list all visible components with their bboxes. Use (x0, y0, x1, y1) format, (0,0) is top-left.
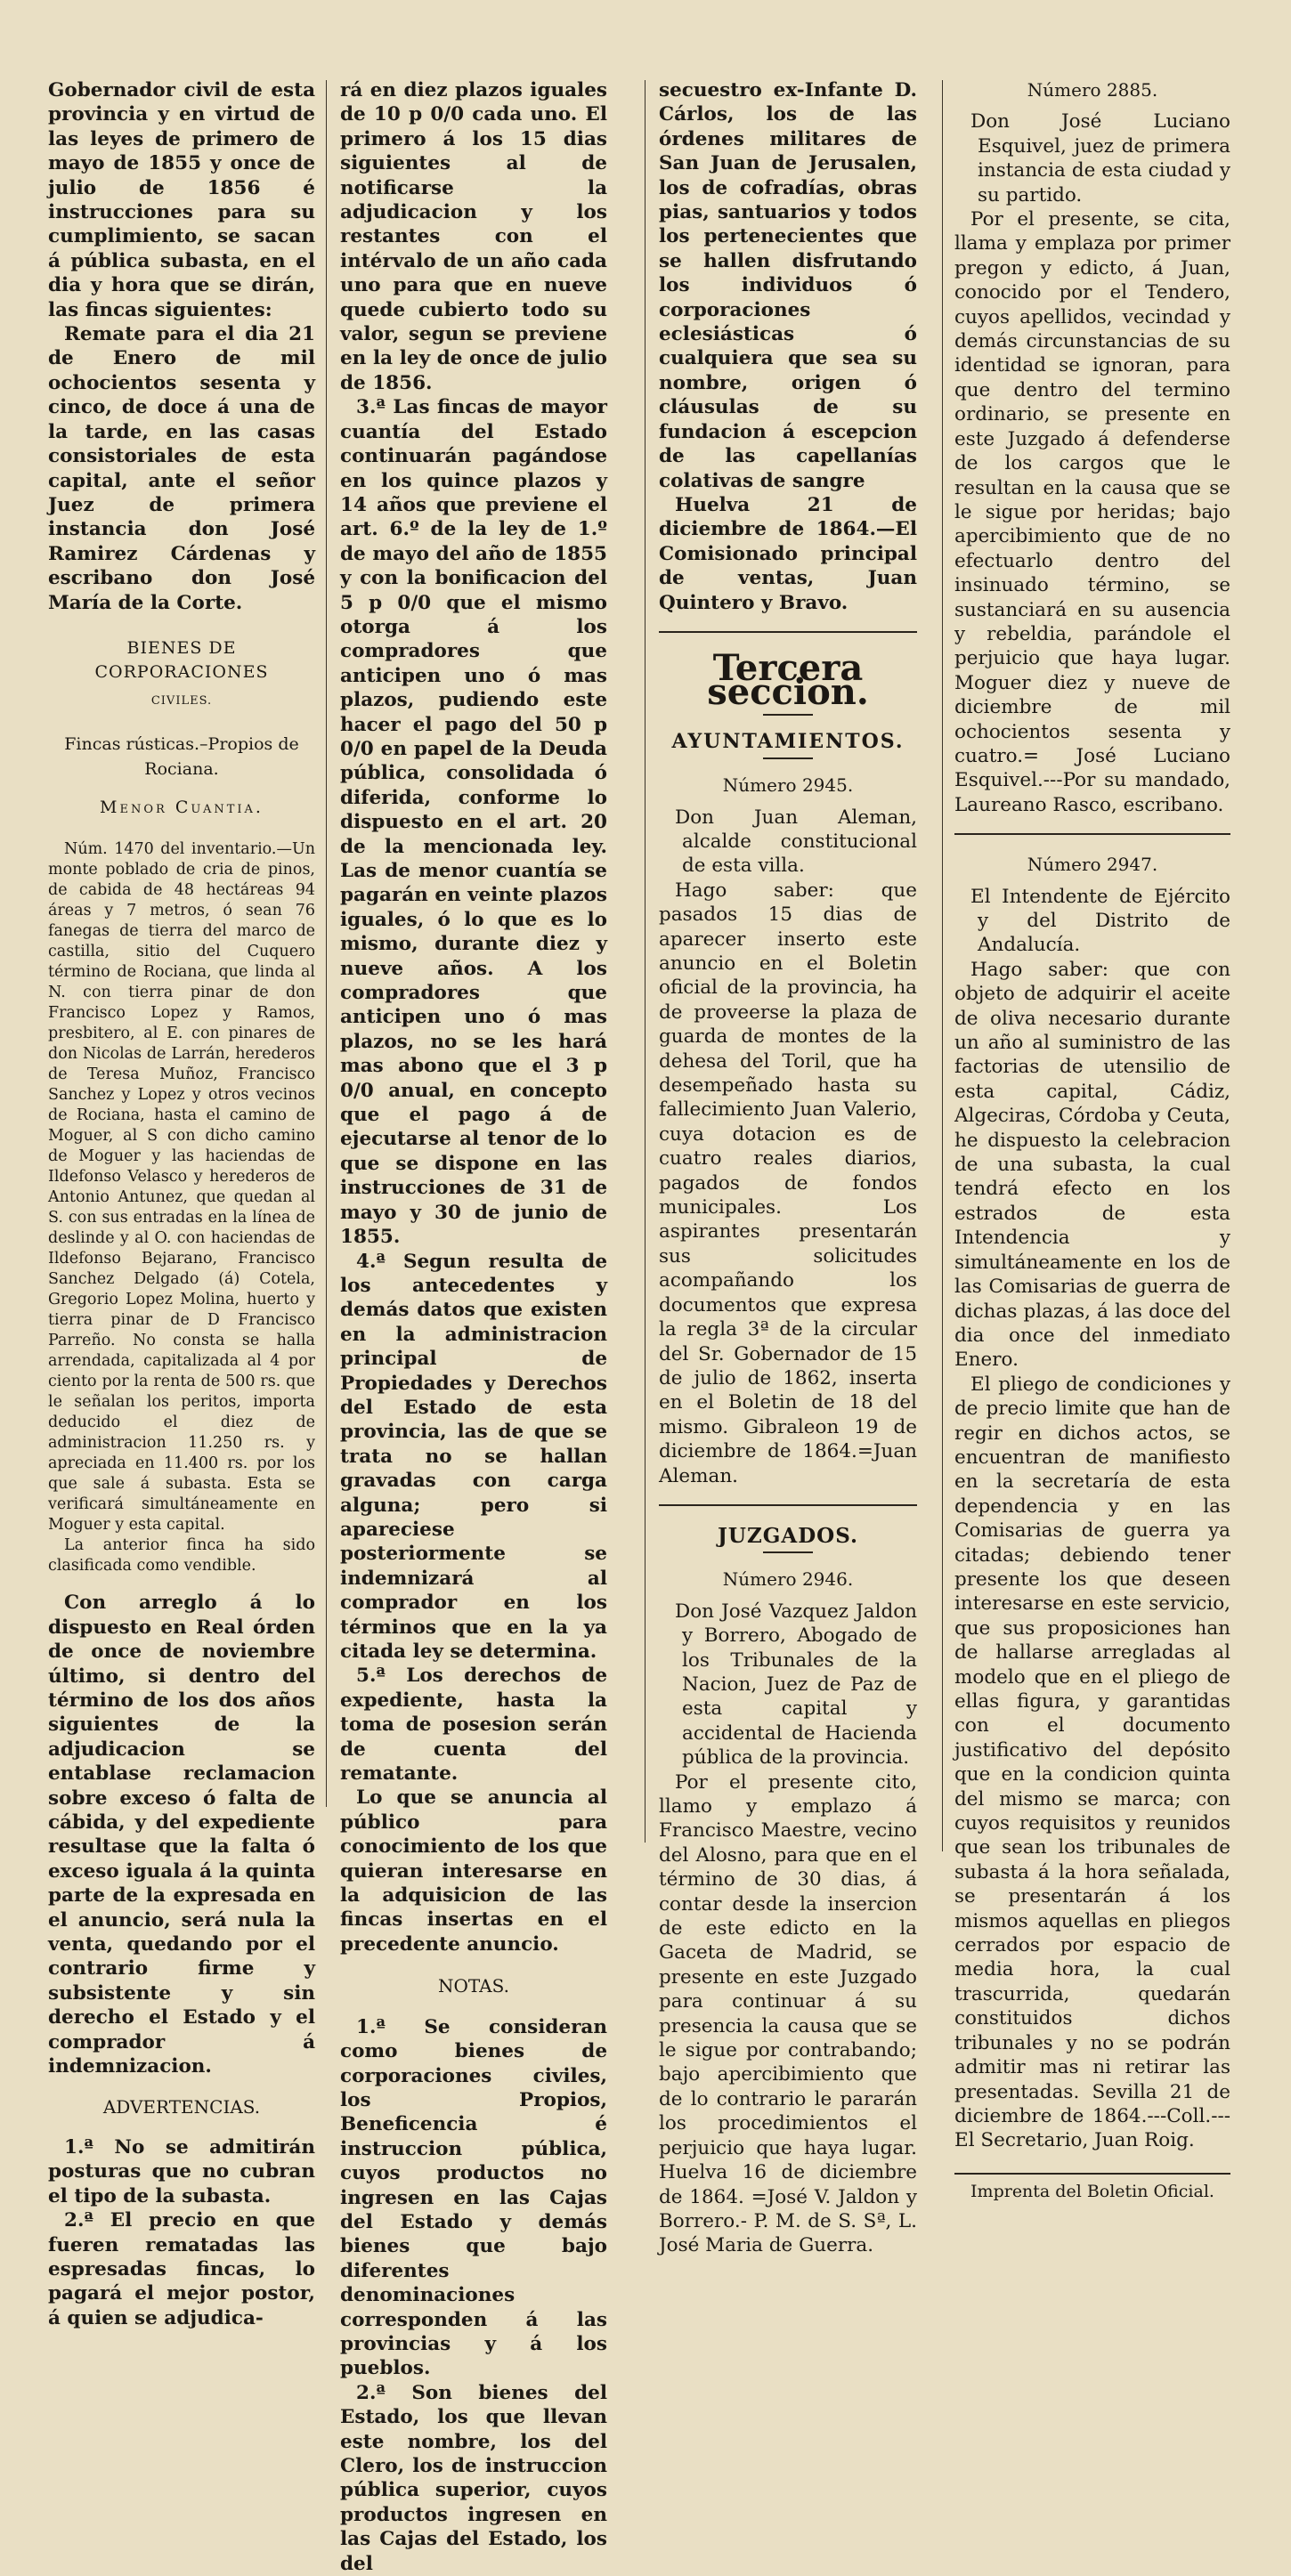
advertencia-2-continued: rá en diez plazos iguales de 10 p 0/0 cada uno. El primero á los 15 dias siguientes al de notificarse la adjudicacion y los restantes con el intérvalo de un año cada uno para que en nueve quede cubierto todo su valor, segun se previene en la ley de once de julio de 1856. (340, 79, 607, 394)
anuncia-paragraph: Lo que se anuncia al público para conocimiento de los que quieran interesarse en la adquisicion de las fincas insertas en el precedente anuncio. (340, 1786, 607, 1956)
imprenta-footer: Imprenta del Boletin Oficial. (954, 2173, 1230, 2204)
edict-number: Número 2946. (722, 1568, 854, 1591)
edict-number: Número 2947. (1027, 854, 1158, 876)
arreglo-paragraph: Con arreglo á lo dispuesto en Real órden de once de noviembre último, si dentro del término de los dos años siguientes de la adjudicacion se entablase reclamacion sobre exceso ó falta de cábida, y del expediente resultase que la falta ó exceso iguala á la quinta parte de la expresada en el anuncio, será nula la venta, quedando por el contrario firme y subsistente y sin derecho el Estado y el comprador á indemnizacion. (48, 1592, 315, 2078)
divider (763, 757, 813, 759)
advertencias-heading: ADVERTENCIAS. (102, 2095, 261, 2118)
column-rule (942, 80, 943, 1851)
nota-2-continued: secuestro ex-Infante D. Cárlos, los de las órdenes militares de San Juan de Jerusalen, los de cofradías, obras pias, santuarios y todos los pertenecientes que se hallen disfrutando los individuos ó corporaciones eclesiásticas ó cualquiera que sea su nombre, origen ó cláusulas de su fundacion á escepcion de las capellanías colativas de sangre (659, 79, 917, 492)
column-rule (645, 80, 646, 1843)
edict-number: Número 2885. (1027, 79, 1158, 101)
cuantia-heading: Menor Cuantia. (100, 797, 264, 817)
jaldon-body: Por el presente cito, llamo y emplazo á Francisco Maestre, vecino del Alosno, para que en el término de 30 dias, á contar desde la insercion de este edicto en la Gaceta de Madrid, se presente en este Juzgado para continuar á su presencia la causa que se le sigue por contrabando; bajo apercibimiento que de lo contrario le pararán los procedimientos el perjuicio que haya lugar. Huelva 16 de diciembre de 1864. =José V. Jaldon y Borrero.- P. M. de S. Sª, L. José Maria de Guerra. (659, 1770, 917, 2257)
nota-1: 1.ª Se consideran como bienes de corporaciones civiles, los Propios, Beneficencia é instruccion pública, cuyos productos no ingresen en las Cajas del Estado y demás bienes que bajo diferentes denominaciones corresponden á las provincias y á los pueblos. (340, 2015, 607, 2380)
section-title: BIENES DE CORPORACIONES (94, 637, 269, 683)
column-3 (659, 78, 917, 2258)
column-4 (954, 78, 1230, 2204)
nota-2: 2.ª Son bienes del Estado, los que llevan este nombre, los del Clero, los de instruccion pública superior, cuyos productos ingresen en las Cajas del Estado, los del (340, 2381, 607, 2575)
aleman-heading: Don Juan Aleman, alcalde constitucional de esta villa. (675, 806, 917, 878)
fincas-heading: Fincas rústicas.–Propios de Rociana. (64, 734, 299, 779)
pliego-paragraph: El pliego de condiciones y de precio limite que han de regir en dichos actos, se encuentran de manifiesto en la secretaría de esta dependencia y en las Comisarias de guerra ya citadas; debiendo tener presente los que deseen interesarse en este servicio, que sus proposiciones han de hallarse arregladas al modelo que en el pliego de ellas figura, y garantidas con el documento justificativo del depósito que en la condicion quinta del mismo se marca; con cuyos requisitos y reunidos que sean los tribunales de subasta á la hora señalada, se presentarán á los mismos aquellas en pliegos cerrados por espacio de media hora, la cual trascurrida, quedarán constituidos dichos tribunales y no se podrán admitir mas ni retirar las presentadas. Sevilla 21 de diciembre de 1864.---Coll.---El Secretario, Juan Roig. (954, 1373, 1230, 2152)
horizontal-rule (659, 1504, 917, 1506)
remate-paragraph: Remate para el dia 21 de Enero de mil ochocientos sesenta y cinco, de doce á una de la tarde, en las casas consistoriales de esta capital, ante el señor Juez de primera instancia don José Ramirez Cárdenas y escribano don José María de la Corte. (48, 323, 315, 614)
advertencia-1: 1.ª No se admitirán posturas que no cubran el tipo de la subasta. (48, 2135, 315, 2207)
advertencia-5: 5.ª Los derechos de expediente, hasta la toma de posesion serán de cuenta del rematante. (340, 1665, 607, 1786)
column-rule (326, 80, 327, 1807)
aleman-body: Hago saber: que pasados 15 dias de aparecer inserto este anuncio en el Boletin oficial de la provincia, ha de proveerse la plaza de guarda de montes de la dehesa del Toril, que ha desempeñado hasta su fallecimiento Juan Valerio, cuya dotacion es de cuatro reales diarios, pagados de fondos municipales. Los aspirantes presentarán sus solicitudes acompañando los documentos que expresa la regla 3ª de la circular del Sr. Gobernador de 15 de julio de 1862, inserta en el Boletin de 18 del mismo. Gibraleon 19 de diciembre de 1864.=Juan Aleman. (659, 879, 917, 1487)
esquivel-heading: Don José Luciano Esquivel, juez de primera instancia de esta ciudad y su partido. (970, 110, 1230, 207)
intro-paragraph: Gobernador civil de esta provincia y en virtud de las leyes de primero de mayo de 1855 y once de julio de 1856 é instrucciones para su cumplimiento, se sacan á pública subasta, en el dia y hora que se dirán, las fincas siguientes: (48, 79, 315, 321)
advertencia-2: 2.ª El precio en que fueren rematadas las espresadas fincas, lo pagará el mejor postor, á quien se adjudica- (48, 2209, 315, 2329)
tercera-seccion-title: Tercera seccion. (707, 646, 869, 714)
divider (763, 714, 813, 716)
divider (763, 1551, 813, 1553)
advertencia-3: 3.ª Las fincas de mayor cuantía del Estado continuarán pagándose en los quince plazos y 14 años que previene el art. 6.º de la ley de 1.º de mayo del año de 1855 y con la bonificacion del 5 p 0/0 que el mismo otorga á los compradores que anticipen uno ó mas plazos, pudiendo este hacer el pago del 50 p 0/0 en papel de la Deuda pública, consolidada ó diferida, conforme lo dispuesto en el art. 20 de la mencionada ley. Las de menor cuantía se pagarán en veinte plazos iguales, ó lo que es lo mismo, durante diez y nueve años. A los compradores que anticipen uno ó mas plazos, no se les hará mas abono que el 3 p 0/0 anual, en concepto que el pago á de ejecutarse al tenor de lo que se dispone en las instrucciones de 31 de mayo y 30 de junio de 1855. (340, 396, 607, 1249)
esquivel-body: Por el presente, se cita, llama y emplaza por primer pregon y edicto, á Juan, conocido por el Tendero, cuyos apellidos, vecindad y demás circunstancias de su identidad se ignoran, para que dentro del termino ordinario, se presente en este Juzgado á defenderse de los cargos que le resultan en la causa que se le sigue por heridas; bajo apercibimiento que de no efectuarlo dentro del insinuado término, se sustanciará en su ausencia y rebeldia, parándole el perjuicio que haya lugar. Moguer diez y nueve de diciembre de mil ochocientos sesenta y cuatro.= José Luciano Esquivel.---Por su mandado, Laureano Rasco, escribano. (954, 208, 1230, 816)
inventory-paragraph: Núm. 1470 del inventario.—Un monte poblado de cria de pinos, de cabida de 48 hectáreas 94 áreas y 7 metros, ó sean 76 fanegas de tierra del marco de castilla, sitio del Cuquero término de Rociana, que linda al N. con tierra pinar de don Francisco Lopez y Ramos, presbitero, al E. con pinares de don Nicolas de Larrán, herederos de Teresa Muñoz, Francisco Sanchez y Lopez y otros vecinos de Rociana, hasta el camino de Moguer, al S con dicho camino de Moguer y las haciendas de Ildefonso Velasco y herederos de Antonio Antunez, que quedan al S. con sus entradas en la línea de deslinde y al O. con haciendas de Ildefonso Bejarano, Francisco Sanchez Delgado (á) Cotela, Gregorio Lopez Molina, huerto y tierra pinar de D Francisco Parreño. No consta se halla arrendada, capitalizada al 4 por ciento por la renta de 500 rs. que le señalan los peritos, importa deducido el diez de administracion 11.250 rs. y apreciada en 11.400 rs. por los que sale á subasta. Esta se verificará simultáneamente en Moguer y esta capital. (48, 840, 315, 1535)
edict-number: Número 2945. (722, 774, 854, 797)
advertencia-4: 4.ª Segun resulta de los antecedentes y demás datos que existen en la administracion principal de Propiedades y Derechos del Estado de esta provincia, las de que se trata no se hallan gravadas con carga alguna; pero si apareciese posteriormente se indemnizará al comprador en los términos que en la ya citada ley se determina. (340, 1250, 607, 1663)
comisionado-signature: Huelva 21 de diciembre de 1864.—El Comisionado principal de ventas, Juan Quintero y Bravo. (659, 493, 917, 614)
ayuntamientos-heading: AYUNTAMIENTOS. (671, 729, 905, 753)
horizontal-rule (954, 833, 1230, 835)
notas-heading: NOTAS. (438, 1975, 509, 1997)
intendente-body: Hago saber: que con objeto de adquirir el aceite de oliva necesario durante un año al suministro de las factorias de utensilio de esta capital, Cádiz, Algeciras, Córdoba y Ceuta, he dispuesto la celebracion de una subasta, la cual tendrá efecto en los estrados de esta Intendencia y simultáneamente en los de las Comisarias de guerra de dichas plazas, á las doce del dia once del inmediato Enero. (954, 958, 1230, 1372)
section-subtitle: CIVILES. (150, 693, 213, 708)
juzgados-heading: JUZGADOS. (718, 1523, 858, 1548)
clasificada-paragraph: La anterior finca ha sido clasificada como vendible. (48, 1536, 315, 1576)
intendente-heading: El Intendente de Ejército y del Distrito de Andalucía. (970, 885, 1230, 957)
column-1 (48, 78, 315, 2330)
column-2 (340, 78, 607, 2576)
horizontal-rule (659, 631, 917, 633)
jaldon-heading: Don José Vazquez Jaldon y Borrero, Abogado de los Tribunales de la Nacion, Juez de Paz de esta capital y accidental de Hacienda pública de la provincia. (675, 1600, 917, 1770)
